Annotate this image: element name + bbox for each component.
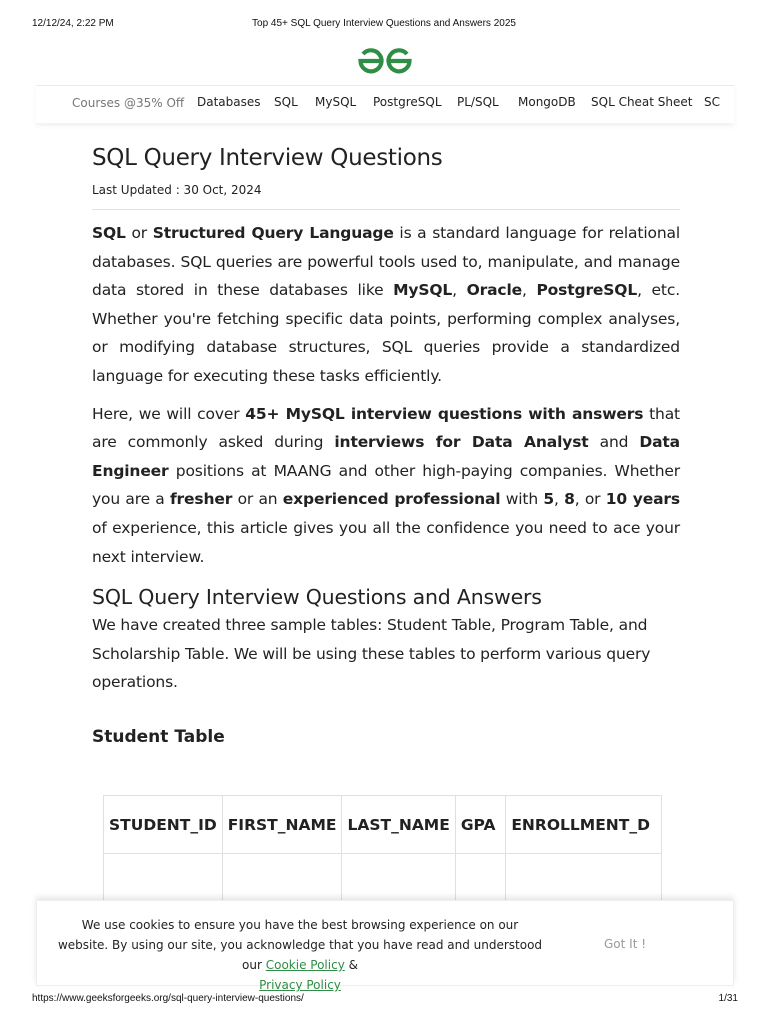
cookie-banner: [36, 900, 734, 992]
nav-mongodb[interactable]: MongoDB: [518, 95, 576, 109]
column-header: FIRST_NAME: [222, 796, 342, 854]
nav-courses[interactable]: Courses @35% Off: [72, 96, 185, 110]
nav-sql-cheat-sheet[interactable]: SQL Cheat Sheet: [591, 95, 693, 109]
cookie-message: We use cookies to ensure you have the best browsing experience on our website. By using our site, you acknowledge that you have read and understood our Cookie Policy & Privacy Policy: [57, 918, 543, 992]
geeksforgeeks-logo-icon[interactable]: [356, 44, 414, 78]
page-number: 1/31: [718, 993, 738, 1004]
column-header: STUDENT_ID: [104, 796, 223, 854]
article: [92, 145, 680, 747]
student-table-title: Student Table: [92, 726, 225, 747]
print-url: https://www.geeksforgeeks.org/sql-query-interview-questions/: [32, 993, 304, 1004]
nav-databases[interactable]: Databases: [197, 95, 261, 109]
privacy-policy-link[interactable]: Privacy Policy: [259, 978, 341, 992]
got-it-button[interactable]: Got It !: [604, 937, 647, 951]
coverage-paragraph: Here, we will cover 45+ MySQL interview questions with answers that are commonly asked during interviews for Data Analyst and Data Engineer positions at MAANG and other high-paying companies. Whether you are a fresher or an experienced professional with 5, 8, or 10 years of experience, this article gives you all the confidence you need to ace your next interview.: [92, 404, 680, 566]
nav-mysql[interactable]: MySQL: [315, 95, 357, 109]
table-header-row: [104, 796, 662, 854]
print-datetime: 12/12/24, 2:22 PM: [32, 18, 114, 29]
section-title: SQL Query Interview Questions and Answers: [92, 585, 542, 610]
print-header: [0, 18, 768, 34]
column-header: GPA: [455, 796, 506, 854]
nav-postgresql[interactable]: PostgreSQL: [373, 95, 442, 109]
column-header: LAST_NAME: [342, 796, 455, 854]
last-updated: Last Updated : 30 Oct, 2024: [92, 183, 262, 197]
print-footer: [0, 993, 768, 1009]
page-title: SQL Query Interview Questions: [92, 145, 443, 171]
divider: [92, 209, 680, 210]
column-header: ENROLLMENT_D: [506, 796, 662, 854]
intro-paragraph: SQL or Structured Query Language is a standard language for relational databases. SQL queries are powerful tools used to, manipulate, and manage data stored in these databases like MySQL, Oracle, PostgreSQL, etc. Whether you're fetching specific data points, performing complex analyses, or modifying database structures, SQL queries provide a standardized language for executing these tasks efficiently.: [92, 224, 680, 385]
section-intro: We have created three sample tables: Student Table, Program Table, and Scholarship Table. We will be using these tables to perform various query operations.: [92, 616, 651, 692]
top-nav: [36, 85, 734, 123]
nav-more[interactable]: SC: [704, 95, 720, 109]
nav-plsql[interactable]: PL/SQL: [457, 95, 499, 109]
cookie-policy-link[interactable]: Cookie Policy: [265, 958, 345, 972]
print-title: Top 45+ SQL Query Interview Questions and Answers 2025: [252, 18, 516, 29]
nav-sql[interactable]: SQL: [274, 95, 298, 109]
student-table: [103, 795, 668, 905]
